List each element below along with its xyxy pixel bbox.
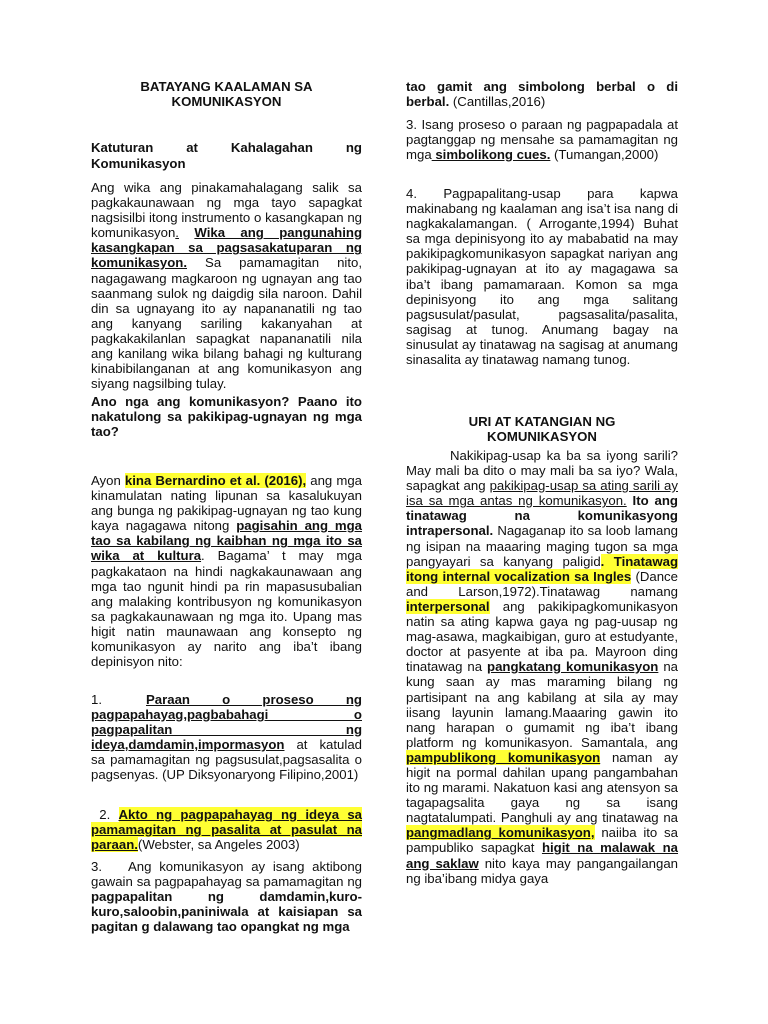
text-run: . Bagama’ t may mga pagkakataon na hindi nagkakaunawaan ang mga tao ngunit hindi pa rin mapasusubalian ang malaking kontribusyon ng komunikasyon sa pagkakaunawaan ng mga ito. Upang mas higit natin maunawaan ang konsepto ng komunikasyon ay narito ang iba’t ibang depinisyon nito:: [91, 548, 362, 670]
text-run: (Webster, sa Angeles 2003): [137, 837, 300, 853]
highlighted-citation: kina Bernardino et al. (2016),: [124, 473, 307, 488]
title-line: URI AT KATANGIAN NG: [468, 414, 616, 429]
subheading-word: at: [186, 140, 198, 155]
emphasis-text: pagisahin ang mga tao sa kabilang ng kaibhan ng mga ito sa wika at kultura: [91, 518, 362, 564]
paragraph-intro: [91, 180, 362, 391]
definition-1: [91, 692, 362, 783]
text-run: (Cantillas,2016): [449, 94, 546, 110]
paragraph-ayon: [91, 473, 362, 669]
title-line: BATAYANG KAALAMAN SA: [140, 79, 313, 94]
list-number: 2.: [99, 807, 111, 822]
highlighted-term: pangmadlang komunikasyon,: [406, 825, 595, 841]
definition-3-continued: [406, 79, 678, 109]
text-run: Nakikipag-usap ka ba sa iyong sarili? May mali ba dito o may mali ba sa iyo? Wala, sapagkat ang: [406, 448, 678, 494]
text-run: nito kaya may pangangailangan ng iba’ibang midya gaya: [406, 855, 678, 886]
text-run: 3. Isang proseso o paraan ng pagpapadala at pagtanggap ng mensahe sa pamamagitan ng mga: [406, 117, 678, 163]
highlighted-text: . Tinatawag itong internal vocalization sa Ingles: [406, 553, 678, 584]
underlined-text: pakikipag-usap sa ating sarili ay isa sa mga antas ng komunikasyon.: [406, 478, 678, 509]
text-run: ang pakikipagkomunikasyon natin sa ating kapwa gaya ng pag-uusap ng mag-asawa, magkaibigan, guro at estudyante, doctor at pasyente at iba pa. Mayroon ding tinatawag na: [406, 598, 678, 675]
text-run: na kung saan ay mas maraming bilang ng partisipant na ang kabilang at sila ay may iisang layunin lamang.Maaaring gawin ito nang harapan o gumamit ng iba’t ibang platform ng komunikasyon. Samantala, ang: [406, 659, 678, 750]
paragraph-uri: [406, 448, 678, 886]
section-title: [91, 79, 362, 109]
emphasis-text: simbolikong cues.: [431, 147, 551, 163]
emphasis-text: pagpapalitan ng damdamin,kuro-kuro,saloobin,paniniwala at kaisiapan sa pagitan g dalawang tao opangkat ng mga: [91, 889, 362, 935]
highlighted-text: Akto ng pagpapahayag ng ideya sa pamamagitan ng pasalita at pasulat na paraan.: [91, 807, 362, 853]
definition-r3: [406, 117, 678, 162]
highlighted-term: pampublikong komunikasyon: [406, 749, 601, 765]
list-number: 1.: [91, 692, 102, 707]
emphasis-text: higit na malawak na ang saklaw: [406, 840, 679, 871]
emphasis-text: Ito ang tinatawag na komunikasyong intrapersonal.: [406, 493, 678, 539]
subheading: [91, 140, 362, 172]
section-title: [406, 414, 678, 444]
question-heading: Ano nga ang komunikasyon? Paano ito nakatulong sa pakikipag-ugnayan ng mga tao?: [91, 394, 362, 440]
definition-r4: 4. Pagpapalitang-usap para kapwa makinabang ng kaalaman ang isa’t isa nang di nagkakalamangan. ( Arrogante,1994) Buhat sa mga depinisyong ito ay mababatid na may pakikipagkomunikasyon sapagkat nariyan ang pakikipag-ugnayan at ito ay magagawa sa iba’t ibang pamamaraan. Komon sa mga depinisyong ito ang mga salitang pagsusulat/pasulat, pagsasalita/pasalita, sagisag at tunog. Anumang bagay na sinusulat ay tinatawag na sagisag at anumang sinasalita ay tinatawag namang tunog.: [406, 186, 678, 368]
emphasis-text: tao gamit ang simbolong berbal o di berbal.: [406, 79, 678, 110]
definition-3: [91, 859, 362, 934]
text-run: ang mga kinamulatan nating lipunan sa kasalukuyan ang bunga ng pakikipag-ugnayan ng tao kung kaya nagagawa nitong: [91, 473, 362, 534]
text-run: naman ay higit na pormal dahilan upang pangambahan ito ng marami. Nakatuon kasi ang atensyon sa tagapagsalita gaya ng sa isang nagtatalumpati. Panghuli ay ang tinatawag na: [406, 749, 678, 826]
subheading-word: Katuturan: [91, 140, 154, 155]
text-run: .: [175, 225, 179, 241]
emphasis-text: pangkatang komunikasyon: [487, 659, 659, 675]
text-run: at katulad sa pamamagitan ng pagsusulat,pagsasalita o pagsenyas. (UP Diksyonaryong Filipino,2001): [91, 737, 362, 783]
title-line: KOMUNIKASYON: [487, 429, 597, 444]
text-run: naiiba ito sa pampubliko sapagkat: [406, 825, 678, 856]
text-run: Ang wika ang pinakamahalagang salik sa pagkakaunawaan ng mga tayo sapagkat nagsisilbi itong instrumento o kasangkapan ng komunikasyon: [91, 180, 362, 241]
emphasis-text: Paraan o proseso ng pagpapahayag,pagbabahagi o pagpapalitan ng ideya,damdamin,impormasyon: [91, 692, 362, 753]
title-line: KOMUNIKASYON: [171, 94, 282, 109]
text-run: Ang komunikasyon ay isang aktibong gawain sa pagpapahayag sa pamamagitan ng: [91, 859, 362, 890]
text-run: Ayon: [91, 473, 125, 488]
subheading-word: Kahalagahan: [230, 140, 313, 155]
highlighted-term: interpersonal: [406, 598, 490, 614]
subheading-word: ng: [345, 140, 362, 155]
list-number: 3.: [91, 859, 102, 874]
text-run: Sa pamamagitan nito, nagagawang magkaroon ng ugnayan ang tao saanmang sulok ng daigdig sila naroon. Dahil din sa ugnayang ito ay napananatili ng tao ang kanyang sariling kakanyahan at pagkakakilanlan sapagkat napananatili nila ang kanilang wika bilang bahagi ng kulturang kinabibilanganan at ang komunikasyon ang siyang nagsilbing tulay.: [91, 255, 362, 392]
emphasis-text: Wika ang pangunahing kasangkapan sa pagsasakatuparan ng komunikasyon.: [91, 225, 362, 271]
subheading-word: Komunikasyon: [91, 156, 186, 171]
text-run: (Dance and Larson,1972).Tinatawag namang: [406, 568, 678, 599]
text-run: Nagaganap ito sa loob lamang ng isipan na maaaring maging tugon sa mga pangyayari sa kanyang paligid: [406, 523, 678, 569]
definition-2: [91, 807, 362, 852]
text-run: (Tumangan,2000): [550, 147, 659, 163]
